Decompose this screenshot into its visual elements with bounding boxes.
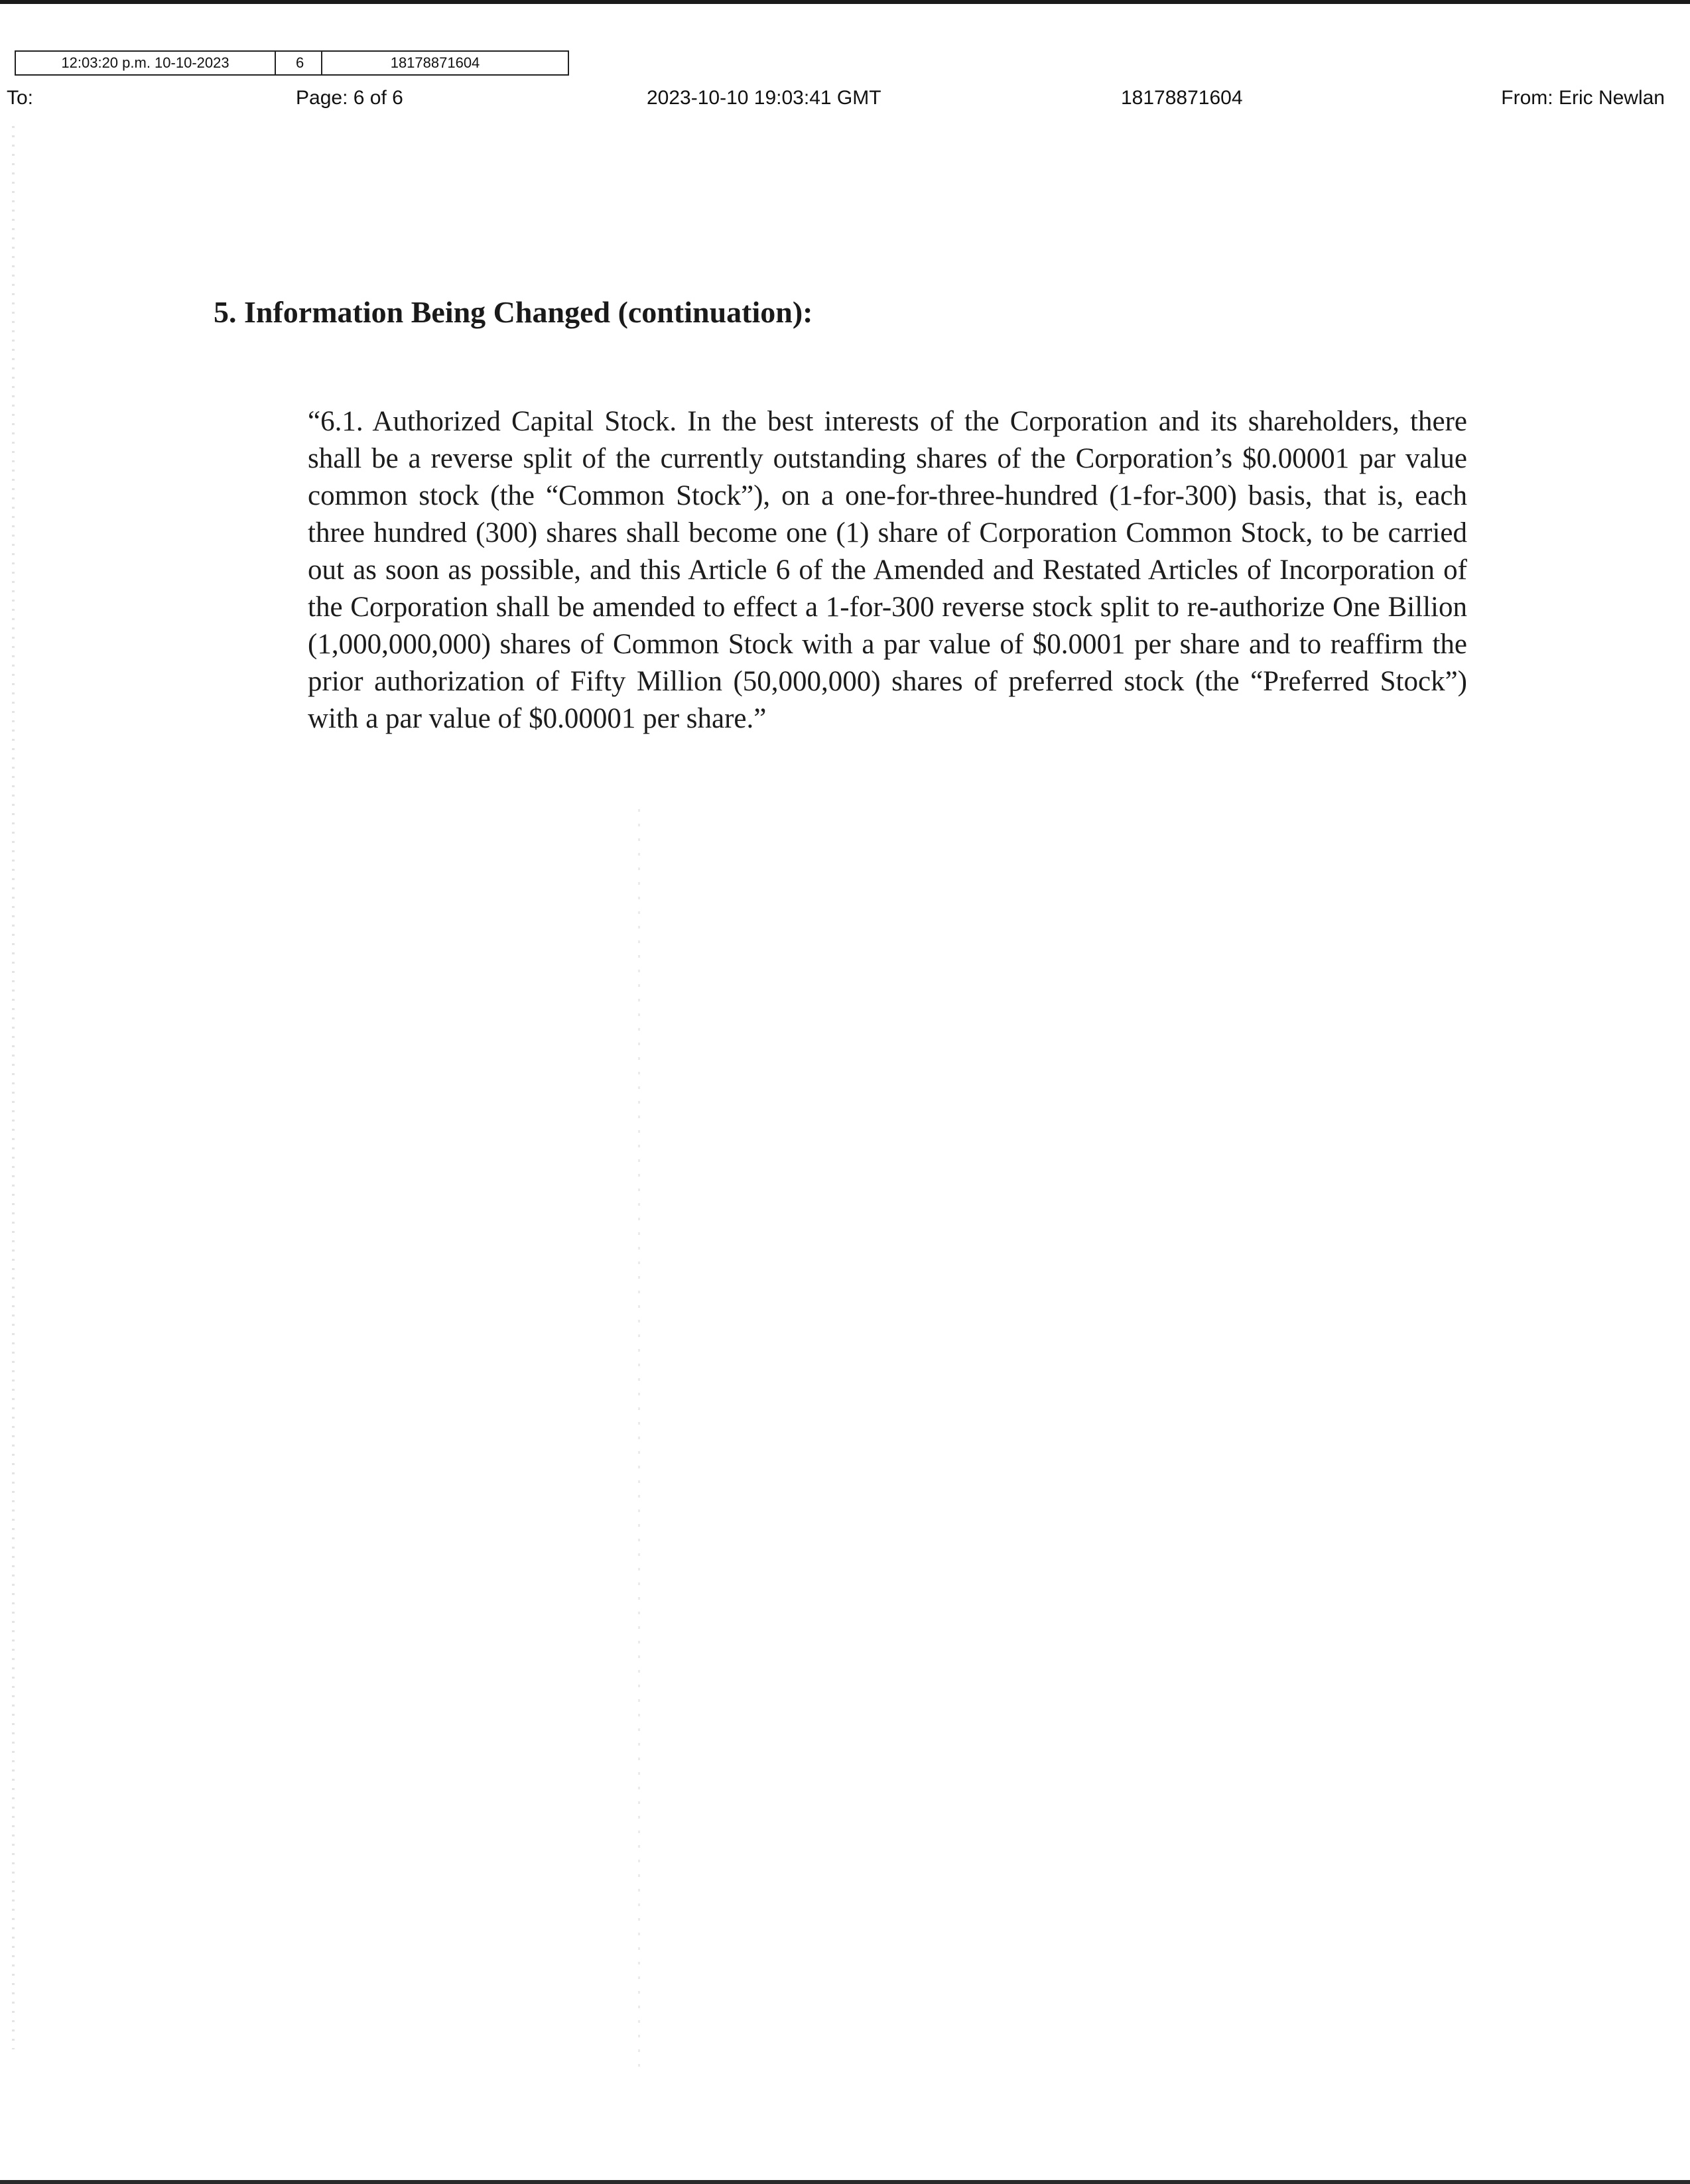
amendment-paragraph: “6.1. Authorized Capital Stock. In the best interests of the Corporation and its shareholders, there shall be a reverse split of the currently outstanding shares of the Corporation’s $0.00001 par value common stock (the “Common Stock”), on a one-for-three-hundred (1-for-300) basis, that is, each three hundred (300) shares shall become one (1) share of Corporation Common Stock, to be carried out as soon as possible, and this Article 6 of the Amended and Restated Articles of Incorporation of the Corporation shall be amended to effect a 1-for-300 reverse stock split to re-authorize One Billion (1,000,000,000) shares of Common Stock with a par value of $0.0001 per share and to reaffirm the prior authorization of Fifty Million (50,000,000) shares of preferred stock (the “Preferred Stock”) with a par value of $0.00001 per share.”: [308, 406, 1467, 734]
fax-number: 18178871604: [390, 54, 480, 71]
section-heading: 5. Information Being Changed (continuation):: [214, 295, 813, 329]
scan-noise-middle: [638, 809, 640, 2069]
header-page-count: Page: 6 of 6: [296, 87, 403, 109]
header-from: From: Eric Newlan: [1501, 87, 1665, 109]
page-top-edge: [0, 0, 1690, 4]
page-bottom-edge: [0, 2180, 1690, 2184]
header-datetime: 2023-10-10 19:03:41 GMT: [647, 87, 881, 109]
fax-transmission-box: [15, 50, 569, 76]
scan-noise-left: [12, 126, 15, 2049]
header-fax-number: 18178871604: [1121, 87, 1243, 109]
fax-page-number: 6: [276, 52, 322, 74]
fax-timestamp: 12:03:20 p.m. 10-10-2023: [16, 52, 276, 74]
header-to-label: To:: [7, 87, 34, 109]
